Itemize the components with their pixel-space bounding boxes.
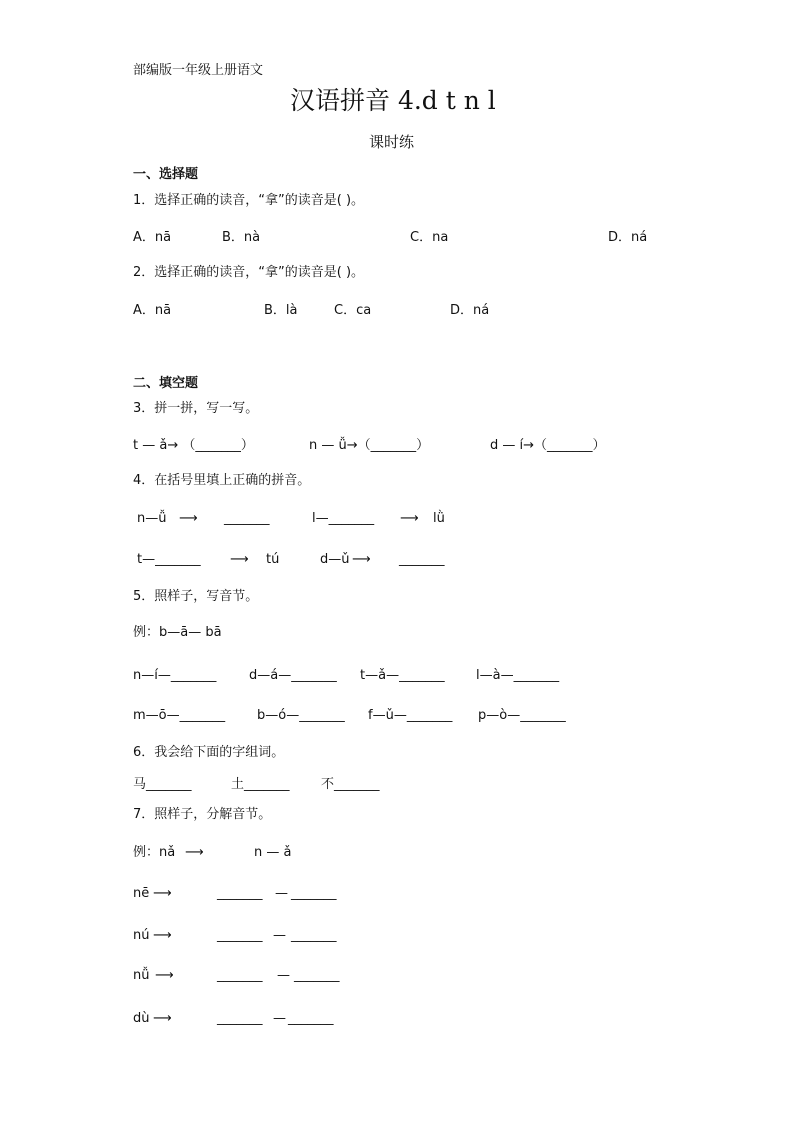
q7-r3-blank-2[interactable]: _______: [294, 968, 340, 983]
q7-r2-sep: —: [273, 928, 286, 943]
q7-r3-blank-1[interactable]: _______: [217, 968, 263, 983]
question-5: 5．照样子，写音节。: [133, 589, 259, 604]
q7-r3-syllable: nǚ: [133, 968, 150, 983]
arrow-icon: ⟶: [185, 845, 204, 860]
q4-r2-syllable: d—ǔ: [320, 552, 350, 567]
q5-r1-item-3[interactable]: t—ǎ—_______: [360, 668, 445, 683]
q7-r1-blank-2[interactable]: _______: [291, 886, 337, 901]
q1-option-a[interactable]: A．nā: [133, 230, 172, 245]
q5-r2-item-2[interactable]: b—ó—_______: [257, 708, 345, 723]
q6-item-1[interactable]: 马_______: [133, 777, 192, 792]
arrow-icon: ⟶: [153, 886, 172, 901]
q2-option-b[interactable]: B．là: [264, 303, 298, 318]
arrow-icon: ⟶: [230, 552, 249, 567]
q7-r2-blank-1[interactable]: _______: [217, 928, 263, 943]
q5-r1-item-2[interactable]: d—á—_______: [249, 668, 337, 683]
arrow-icon: ⟶: [179, 511, 198, 526]
q5-r2-item-4[interactable]: p—ò—_______: [478, 708, 566, 723]
q3-item-2[interactable]: n — ǚ→（_______）: [309, 438, 430, 453]
section-heading-fill: 二、填空题: [133, 376, 199, 391]
q5-r2-item-1[interactable]: m—ō—_______: [133, 708, 226, 723]
q3-item-3[interactable]: d — í→（_______）: [490, 438, 606, 453]
q5-r2-item-3[interactable]: f—ǔ—_______: [368, 708, 453, 723]
q5-example: 例：b—ā— bā: [133, 625, 222, 640]
q7-r4-sep: —: [273, 1011, 286, 1026]
q7-example-answer: n — ǎ: [254, 845, 292, 860]
q7-r1-blank-1[interactable]: _______: [217, 886, 263, 901]
q3-item-1[interactable]: t — ǎ→ （_______）: [133, 438, 254, 453]
q6-item-2[interactable]: 土_______: [231, 777, 290, 792]
q4-r1-blank-2[interactable]: l—_______: [312, 511, 375, 526]
q7-r2-syllable: nú: [133, 928, 150, 943]
q7-r1-syllable: nē: [133, 886, 150, 901]
q5-r1-item-1[interactable]: n—í—_______: [133, 668, 217, 683]
source-label: 部编版一年级上册语文: [133, 63, 264, 78]
arrow-icon: ⟶: [400, 511, 419, 526]
q4-r2-blank-2[interactable]: _______: [399, 552, 445, 567]
q4-r1-blank[interactable]: _______: [224, 511, 270, 526]
q4-r2-target: tú: [266, 552, 280, 567]
arrow-icon: ⟶: [153, 1011, 172, 1026]
q7-example: 例：nǎ: [133, 845, 176, 860]
q7-r4-blank-1[interactable]: _______: [217, 1011, 263, 1026]
arrow-icon: ⟶: [352, 552, 371, 567]
q2-option-a[interactable]: A．nā: [133, 303, 172, 318]
q7-r3-sep: —: [277, 968, 290, 983]
question-2: 2．选择正确的读音，“拿”的读音是( )。: [133, 265, 365, 280]
q4-r1-target: lǜ: [433, 511, 445, 526]
q6-item-3[interactable]: 不_______: [321, 777, 380, 792]
q1-option-b[interactable]: B．nà: [222, 230, 261, 245]
question-6: 6．我会给下面的字组词。: [133, 745, 285, 760]
q2-option-d[interactable]: D．ná: [450, 303, 490, 318]
arrow-icon: ⟶: [153, 928, 172, 943]
question-4: 4．在括号里填上正确的拼音。: [133, 473, 311, 488]
q7-r4-syllable: dù: [133, 1011, 150, 1026]
q5-r1-item-4[interactable]: l—à—_______: [476, 668, 560, 683]
question-7: 7．照样子，分解音节。: [133, 807, 272, 822]
arrow-icon: ⟶: [155, 968, 174, 983]
question-1: 1．选择正确的读音，“拿”的读音是( )。: [133, 193, 365, 208]
section-heading-choice: 一、选择题: [133, 167, 199, 182]
q4-r2-blank[interactable]: t—_______: [137, 552, 201, 567]
page-subtitle: 课时练: [369, 133, 415, 151]
q1-option-d[interactable]: D．ná: [608, 230, 648, 245]
page-title: 汉语拼音 4.d t n l: [290, 86, 496, 115]
question-3: 3．拼一拼，写一写。: [133, 401, 259, 416]
q7-r2-blank-2[interactable]: _______: [291, 928, 337, 943]
q7-r4-blank-2[interactable]: _______: [288, 1011, 334, 1026]
q2-option-c[interactable]: C．ca: [334, 303, 372, 318]
q1-option-c[interactable]: C．na: [410, 230, 449, 245]
q4-r1-syllable: n—ǚ: [137, 511, 167, 526]
q7-r1-sep: —: [275, 886, 288, 901]
